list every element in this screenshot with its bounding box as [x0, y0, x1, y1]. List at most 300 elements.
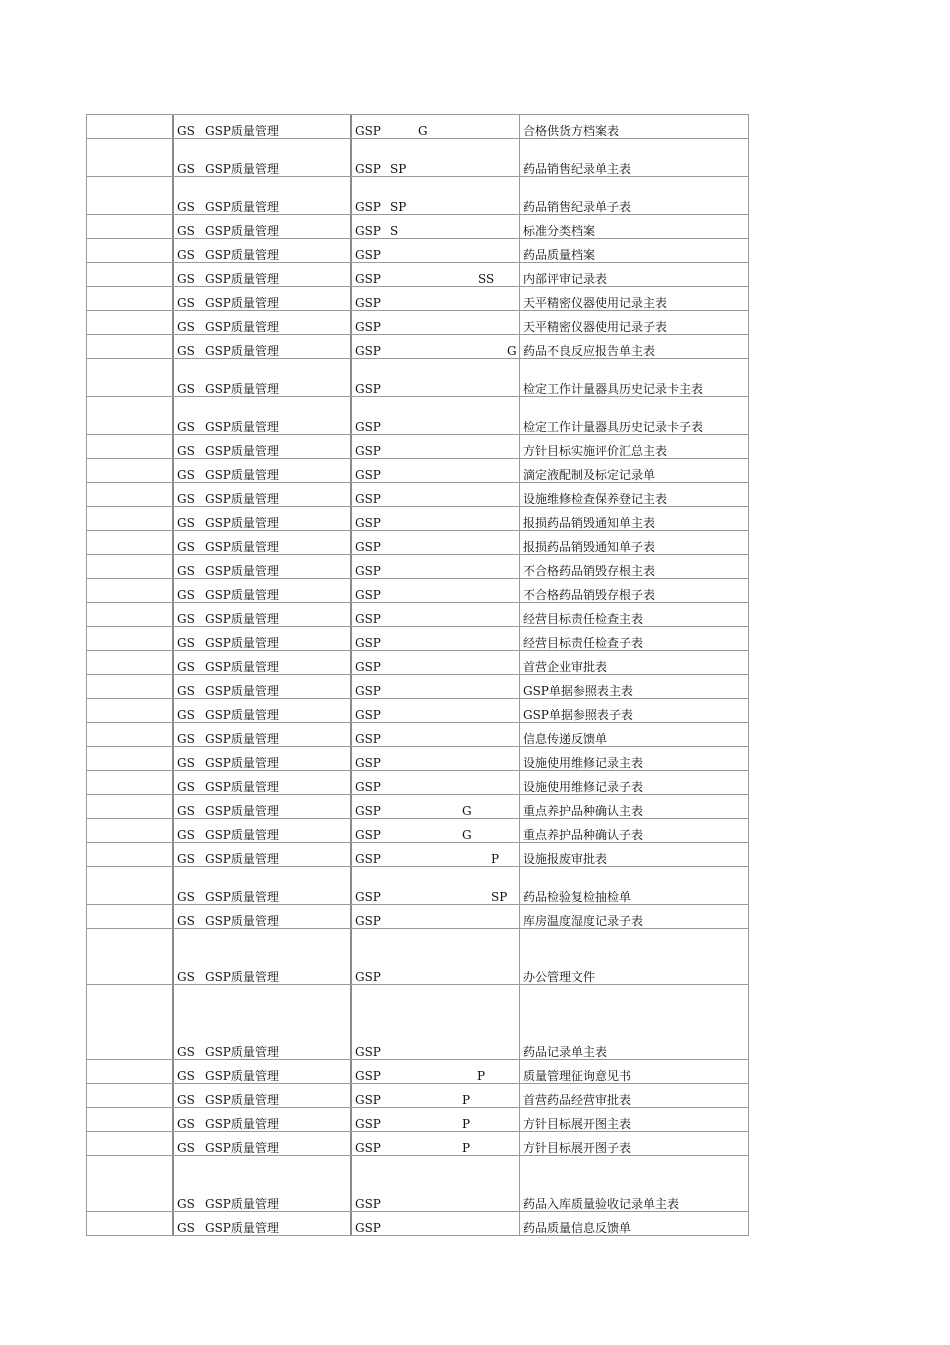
table-name: 设施使用维修记录子表 [523, 780, 644, 794]
module-code: GS [177, 296, 195, 310]
module-code: GS [177, 660, 195, 674]
table-code-cell [350, 1108, 521, 1131]
table-prefix: GSP [355, 890, 381, 904]
system-name: GSP质量管理 [205, 890, 279, 904]
table-code-cell [350, 435, 521, 458]
system-name: GSP质量管理 [205, 296, 279, 310]
module-cell [172, 723, 352, 746]
table-row [86, 358, 749, 396]
system-name: GSP质量管理 [205, 444, 279, 458]
module-cell [172, 603, 352, 626]
table-name: 报损药品销毁通知单主表 [523, 516, 656, 530]
module-code: GS [177, 732, 195, 746]
table-code-cell [350, 555, 521, 578]
table-name-cell [519, 1060, 749, 1083]
table-name: 不合格药品销毁存根主表 [523, 564, 656, 578]
table-code-suffix: S [390, 224, 399, 238]
table-prefix: GSP [355, 1093, 381, 1107]
empty-cell [86, 115, 173, 138]
table-code-suffix: G [507, 344, 517, 358]
empty-cell [86, 435, 173, 458]
table-name: 检定工作计量器具历史记录卡子表 [523, 420, 704, 434]
table-name-cell [519, 579, 749, 602]
table-code-cell [350, 311, 521, 334]
system-name: GSP质量管理 [205, 660, 279, 674]
empty-cell [86, 651, 173, 674]
module-code: GS [177, 1221, 195, 1235]
table-prefix: GSP [355, 296, 381, 310]
table-code-cell [350, 1084, 521, 1107]
empty-cell [86, 311, 173, 334]
table-name: 方针目标实施评价汇总主表 [523, 444, 668, 458]
empty-cell [86, 397, 173, 434]
table-code-suffix: P [462, 1141, 471, 1155]
empty-cell [86, 507, 173, 530]
module-code: GS [177, 1045, 195, 1059]
system-name: GSP质量管理 [205, 124, 279, 138]
table-name-cell [519, 215, 749, 238]
table-row [86, 458, 749, 482]
system-name: GSP质量管理 [205, 248, 279, 262]
table-code-suffix: G [418, 124, 428, 138]
table-prefix: GSP [355, 1141, 381, 1155]
table-prefix: GSP [355, 588, 381, 602]
module-code: GS [177, 540, 195, 554]
module-code: GS [177, 420, 195, 434]
table-code-cell [350, 335, 521, 358]
table-name-cell [519, 359, 749, 396]
module-code: GS [177, 828, 195, 842]
module-code: GS [177, 344, 195, 358]
table-prefix: GSP [355, 162, 381, 176]
table-name: 药品不良反应报告单主表 [523, 344, 656, 358]
module-cell [172, 139, 352, 176]
module-code: GS [177, 1141, 195, 1155]
table-row [86, 818, 749, 842]
table-row [86, 262, 749, 286]
table-prefix: GSP [355, 468, 381, 482]
module-cell [172, 507, 352, 530]
empty-cell [86, 263, 173, 286]
table-prefix: GSP [355, 804, 381, 818]
table-name: 药品质量档案 [523, 248, 596, 262]
table-code-cell [350, 263, 521, 286]
table-code-cell [350, 215, 521, 238]
module-cell [172, 843, 352, 866]
empty-cell [86, 867, 173, 904]
table-code-cell [350, 603, 521, 626]
empty-cell [86, 843, 173, 866]
module-code: GS [177, 684, 195, 698]
table-row [86, 794, 749, 818]
table-prefix: GSP [355, 970, 381, 984]
table-prefix: GSP [355, 200, 381, 214]
table-name-cell [519, 929, 749, 984]
module-code: GS [177, 444, 195, 458]
table-row [86, 1107, 749, 1131]
empty-cell [86, 139, 173, 176]
system-name: GSP质量管理 [205, 1141, 279, 1155]
module-code: GS [177, 636, 195, 650]
table-prefix: GSP [355, 828, 381, 842]
table-name: 首营企业审批表 [523, 660, 608, 674]
table-prefix: GSP [355, 492, 381, 506]
system-name: GSP质量管理 [205, 420, 279, 434]
table-name-cell [519, 905, 749, 928]
empty-cell [86, 1212, 173, 1235]
table-code-suffix: SP [390, 162, 407, 176]
module-cell [172, 397, 352, 434]
table-name-cell [519, 507, 749, 530]
table-row [86, 530, 749, 554]
empty-cell [86, 579, 173, 602]
table-name: 内部评审记录表 [523, 272, 608, 286]
table-name: 库房温度湿度记录子表 [523, 914, 644, 928]
module-cell [172, 359, 352, 396]
table-code-cell [350, 747, 521, 770]
table-name-cell [519, 723, 749, 746]
module-code: GS [177, 756, 195, 770]
table-code-cell [350, 239, 521, 262]
table-prefix: GSP [355, 756, 381, 770]
table-code-cell [350, 1132, 521, 1155]
module-code: GS [177, 612, 195, 626]
table-name: 经营目标责任检查主表 [523, 612, 644, 626]
module-cell [172, 335, 352, 358]
table-row [86, 928, 749, 984]
system-name: GSP质量管理 [205, 540, 279, 554]
table-code-cell [350, 723, 521, 746]
table-name-cell [519, 531, 749, 554]
table-name: 经营目标责任检查子表 [523, 636, 644, 650]
module-code: GS [177, 382, 195, 396]
table-name: 药品销售纪录单主表 [523, 162, 632, 176]
system-name: GSP质量管理 [205, 162, 279, 176]
table-name-cell [519, 483, 749, 506]
table-code-suffix: G [462, 828, 472, 842]
table-row [86, 482, 749, 506]
module-cell [172, 905, 352, 928]
module-cell [172, 699, 352, 722]
module-cell [172, 531, 352, 554]
module-code: GS [177, 1117, 195, 1131]
system-name: GSP质量管理 [205, 684, 279, 698]
table-name-cell [519, 1212, 749, 1235]
table-prefix: GSP [355, 1197, 381, 1211]
module-cell [172, 483, 352, 506]
empty-cell [86, 1084, 173, 1107]
table-name-cell [519, 459, 749, 482]
table-prefix: GSP [355, 612, 381, 626]
table-name: 重点养护品种确认主表 [523, 804, 644, 818]
table-prefix: GSP [355, 636, 381, 650]
table-code-cell [350, 929, 521, 984]
system-name: GSP质量管理 [205, 200, 279, 214]
table-code-suffix: P [462, 1117, 471, 1131]
module-code: GS [177, 564, 195, 578]
system-name: GSP质量管理 [205, 588, 279, 602]
empty-cell [86, 335, 173, 358]
table-row [86, 1083, 749, 1107]
module-code: GS [177, 852, 195, 866]
empty-cell [86, 675, 173, 698]
system-name: GSP质量管理 [205, 804, 279, 818]
table-name: 合格供货方档案表 [523, 124, 620, 138]
empty-cell [86, 483, 173, 506]
table-code-cell [350, 843, 521, 866]
module-code: GS [177, 272, 195, 286]
table-row [86, 904, 749, 928]
table-code-cell [350, 651, 521, 674]
table-prefix: GSP [355, 660, 381, 674]
system-name: GSP质量管理 [205, 516, 279, 530]
module-cell [172, 263, 352, 286]
module-code: GS [177, 970, 195, 984]
table-code-cell [350, 675, 521, 698]
empty-cell [86, 603, 173, 626]
table-name: GSP单据参照表主表 [523, 684, 633, 698]
table-name: 不合格药品销毁存根子表 [523, 588, 656, 602]
table-name-cell [519, 397, 749, 434]
table-name-cell [519, 675, 749, 698]
table-row [86, 506, 749, 530]
table-code-cell [350, 483, 521, 506]
table-prefix: GSP [355, 382, 381, 396]
system-name: GSP质量管理 [205, 756, 279, 770]
table-code-cell [350, 177, 521, 214]
empty-cell [86, 177, 173, 214]
empty-cell [86, 1156, 173, 1211]
system-name: GSP质量管理 [205, 1197, 279, 1211]
module-code: GS [177, 320, 195, 334]
module-code: GS [177, 248, 195, 262]
system-name: GSP质量管理 [205, 344, 279, 358]
module-cell [172, 771, 352, 794]
module-code: GS [177, 468, 195, 482]
table-prefix: GSP [355, 564, 381, 578]
system-name: GSP质量管理 [205, 1221, 279, 1235]
table-row [86, 334, 749, 358]
table-row [86, 1155, 749, 1211]
table-row [86, 674, 749, 698]
table-prefix: GSP [355, 852, 381, 866]
empty-cell [86, 359, 173, 396]
table-row [86, 138, 749, 176]
table-name-cell [519, 795, 749, 818]
table-row [86, 650, 749, 674]
table-name-cell [519, 177, 749, 214]
table-name-cell [519, 239, 749, 262]
table-name: 首营药品经营审批表 [523, 1093, 632, 1107]
table-name: 天平精密仪器使用记录主表 [523, 296, 668, 310]
table-code-cell [350, 359, 521, 396]
table-name-cell [519, 1156, 749, 1211]
module-cell [172, 651, 352, 674]
table-code-cell [350, 699, 521, 722]
table-name: 标准分类档案 [523, 224, 596, 238]
empty-cell [86, 555, 173, 578]
module-cell [172, 985, 352, 1059]
table-row [86, 602, 749, 626]
table-code-cell [350, 287, 521, 310]
table-code-suffix: P [462, 1093, 471, 1107]
system-name: GSP质量管理 [205, 780, 279, 794]
table-prefix: GSP [355, 444, 381, 458]
module-code: GS [177, 492, 195, 506]
table-row [86, 984, 749, 1059]
module-cell [172, 1108, 352, 1131]
empty-cell [86, 531, 173, 554]
system-name: GSP质量管理 [205, 828, 279, 842]
table-name-cell [519, 699, 749, 722]
table-name-cell [519, 1132, 749, 1155]
table-prefix: GSP [355, 124, 381, 138]
module-code: GS [177, 1093, 195, 1107]
table-name: 天平精密仪器使用记录子表 [523, 320, 668, 334]
system-name: GSP质量管理 [205, 970, 279, 984]
table-code-suffix: SP [491, 890, 508, 904]
module-code: GS [177, 1069, 195, 1083]
table-name: 办公管理文件 [523, 970, 596, 984]
table-prefix: GSP [355, 540, 381, 554]
table-code-cell [350, 1060, 521, 1083]
table-row [86, 698, 749, 722]
empty-cell [86, 1060, 173, 1083]
empty-cell [86, 1108, 173, 1131]
table-prefix: GSP [355, 1069, 381, 1083]
module-cell [172, 215, 352, 238]
system-name: GSP质量管理 [205, 1069, 279, 1083]
table-name-cell [519, 603, 749, 626]
table-name-cell [519, 819, 749, 842]
module-cell [172, 1156, 352, 1211]
table-row [86, 396, 749, 434]
module-cell [172, 1060, 352, 1083]
empty-cell [86, 459, 173, 482]
table-name-cell [519, 263, 749, 286]
empty-cell [86, 771, 173, 794]
table-row [86, 176, 749, 214]
table-prefix: GSP [355, 914, 381, 928]
empty-cell [86, 985, 173, 1059]
system-name: GSP质量管理 [205, 224, 279, 238]
table-name-cell [519, 747, 749, 770]
table-prefix: GSP [355, 1221, 381, 1235]
table-row [86, 214, 749, 238]
table-name: 设施使用维修记录主表 [523, 756, 644, 770]
table-name: 药品记录单主表 [523, 1045, 608, 1059]
table-row [86, 554, 749, 578]
system-name: GSP质量管理 [205, 1093, 279, 1107]
table-row [86, 578, 749, 602]
system-name: GSP质量管理 [205, 708, 279, 722]
system-name: GSP质量管理 [205, 382, 279, 396]
table-name: GSP单据参照表子表 [523, 708, 633, 722]
module-cell [172, 929, 352, 984]
empty-cell [86, 287, 173, 310]
table-code-cell [350, 397, 521, 434]
table-code-cell [350, 867, 521, 904]
table-name: 重点养护品种确认子表 [523, 828, 644, 842]
table-row [86, 114, 749, 138]
system-name: GSP质量管理 [205, 1045, 279, 1059]
table-sheet [86, 114, 749, 1236]
module-cell [172, 627, 352, 650]
table-row [86, 310, 749, 334]
table-code-cell [350, 795, 521, 818]
system-name: GSP质量管理 [205, 612, 279, 626]
table-code-cell [350, 115, 521, 138]
table-name: 药品检验复检抽检单 [523, 890, 632, 904]
module-cell [172, 795, 352, 818]
table-name: 报损药品销毁通知单子表 [523, 540, 656, 554]
module-code: GS [177, 780, 195, 794]
table-name: 设施报废审批表 [523, 852, 608, 866]
table-row [86, 746, 749, 770]
table-prefix: GSP [355, 1117, 381, 1131]
table-row [86, 1211, 749, 1236]
module-cell [172, 819, 352, 842]
module-cell [172, 579, 352, 602]
module-code: GS [177, 588, 195, 602]
table-prefix: GSP [355, 248, 381, 262]
module-cell [172, 1132, 352, 1155]
module-cell [172, 1212, 352, 1235]
table-code-cell [350, 819, 521, 842]
table-code-cell [350, 459, 521, 482]
system-name: GSP质量管理 [205, 320, 279, 334]
module-cell [172, 675, 352, 698]
table-code-cell [350, 531, 521, 554]
table-row [86, 770, 749, 794]
system-name: GSP质量管理 [205, 468, 279, 482]
module-code: GS [177, 200, 195, 214]
table-name-cell [519, 139, 749, 176]
table-name: 信息传递反馈单 [523, 732, 608, 746]
table-name: 药品质量信息反馈单 [523, 1221, 632, 1235]
table-code-suffix: P [491, 852, 500, 866]
table-name-cell [519, 985, 749, 1059]
table-code-cell [350, 579, 521, 602]
table-name: 药品销售纪录单子表 [523, 200, 632, 214]
module-code: GS [177, 1197, 195, 1211]
table-name-cell [519, 555, 749, 578]
table-name-cell [519, 435, 749, 458]
empty-cell [86, 905, 173, 928]
table-row [86, 1131, 749, 1155]
module-code: GS [177, 890, 195, 904]
table-name-cell [519, 115, 749, 138]
table-prefix: GSP [355, 1045, 381, 1059]
table-prefix: GSP [355, 344, 381, 358]
system-name: GSP质量管理 [205, 564, 279, 578]
table-code-cell [350, 905, 521, 928]
module-code: GS [177, 914, 195, 928]
table-name-cell [519, 843, 749, 866]
table-prefix: GSP [355, 272, 381, 286]
table-name: 方针目标展开图子表 [523, 1141, 632, 1155]
table-name-cell [519, 771, 749, 794]
module-cell [172, 287, 352, 310]
table-prefix: GSP [355, 732, 381, 746]
module-cell [172, 435, 352, 458]
empty-cell [86, 215, 173, 238]
table-code-cell [350, 1156, 521, 1211]
table-name-cell [519, 1108, 749, 1131]
table-row [86, 1059, 749, 1083]
table-prefix: GSP [355, 684, 381, 698]
table-name-cell [519, 867, 749, 904]
